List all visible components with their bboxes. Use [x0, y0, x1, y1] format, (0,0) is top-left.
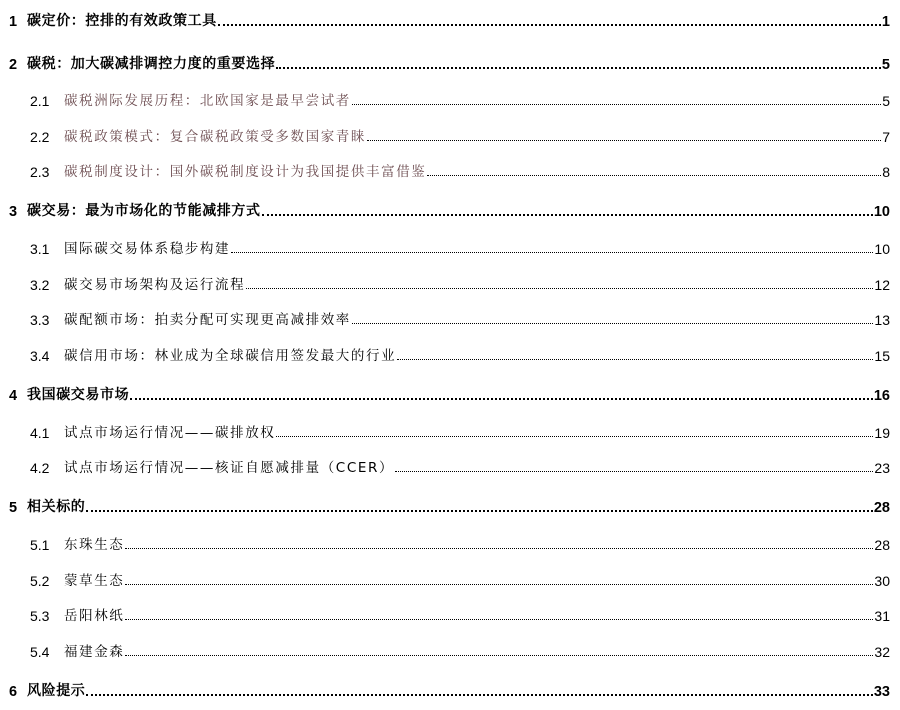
toc-entry-title: 碳税制度设计：国外碳税制度设计为我国提供丰富借鉴	[64, 164, 427, 180]
toc-entry-number: 2.3	[30, 164, 50, 180]
toc-entry-3-4[interactable]	[30, 342, 890, 364]
toc-entry-number: 2.1	[30, 93, 50, 109]
toc-entry-6[interactable]	[9, 678, 890, 700]
toc-entry-title: 试点市场运行情况——碳排放权	[64, 425, 276, 441]
toc-entry-2-1[interactable]	[30, 87, 890, 109]
toc-entry-page: 16	[873, 388, 890, 404]
toc-entry-page: 28	[873, 500, 890, 516]
dot-leader	[352, 104, 881, 105]
toc-entry-5-3[interactable]	[30, 602, 890, 624]
toc-entry-page: 31	[874, 608, 890, 624]
toc-entry-number: 5.1	[30, 537, 50, 553]
toc-entry-title: 碳定价：控排的有效政策工具	[27, 13, 217, 29]
toc-entry-title: 国际碳交易体系稳步构建	[64, 241, 231, 257]
toc-entry-title: 碳配额市场：拍卖分配可实现更高减排效率	[64, 312, 351, 328]
toc-entry-2-3[interactable]	[30, 158, 890, 180]
toc-entry-page: 13	[874, 312, 890, 328]
toc-entry-number: 3	[9, 204, 18, 220]
dot-leader	[231, 252, 873, 253]
dot-leader	[427, 175, 881, 176]
toc-entry-number: 3.2	[30, 277, 50, 293]
toc-entry-page: 5	[881, 57, 890, 73]
toc-entry-title: 试点市场运行情况——核证自愿减排量（CCER）	[64, 460, 395, 476]
toc-entry-number: 4.2	[30, 460, 50, 476]
toc-entry-2[interactable]	[9, 51, 890, 73]
toc-entry-3-2[interactable]	[30, 271, 890, 293]
toc-entry-page: 5	[882, 93, 890, 109]
toc-entry-title: 碳交易市场架构及运行流程	[64, 277, 246, 293]
dot-leader	[218, 24, 881, 26]
dot-leader	[86, 510, 872, 512]
toc-entry-5-1[interactable]	[30, 531, 890, 553]
toc-entry-4[interactable]	[9, 382, 890, 404]
toc-entry-title: 岳阳林纸	[64, 608, 125, 624]
toc-entry-page: 12	[874, 277, 890, 293]
dot-leader	[125, 548, 873, 549]
toc-entry-title: 风险提示	[27, 683, 86, 699]
dot-leader	[86, 694, 872, 696]
toc-entry-4-1[interactable]	[30, 419, 890, 441]
toc-entry-number: 2.2	[30, 129, 50, 145]
dot-leader	[276, 436, 873, 437]
toc-entry-number: 3.4	[30, 348, 50, 364]
toc-entry-title: 福建金森	[64, 644, 125, 660]
toc-entry-page: 1	[881, 14, 890, 30]
toc-entry-number: 2	[9, 57, 18, 73]
toc-entry-4-2[interactable]	[30, 454, 890, 476]
toc-entry-number: 5.4	[30, 644, 50, 660]
toc-entry-page: 33	[873, 684, 890, 700]
toc-entry-title: 蒙草生态	[64, 573, 125, 589]
dot-leader	[367, 140, 881, 141]
toc-entry-number: 5.2	[30, 573, 50, 589]
toc-entry-title: 相关标的	[27, 499, 86, 515]
dot-leader	[125, 584, 873, 585]
dot-leader	[130, 398, 873, 400]
toc-entry-page: 19	[874, 425, 890, 441]
toc-entry-number: 3.1	[30, 241, 50, 257]
toc-entry-5-4[interactable]	[30, 638, 890, 660]
toc-entry-3[interactable]	[9, 198, 890, 220]
toc-entry-number: 6	[9, 684, 18, 700]
dot-leader	[352, 323, 874, 324]
dot-leader	[125, 655, 873, 656]
toc-entry-page: 10	[874, 241, 890, 257]
toc-entry-page: 28	[874, 537, 890, 553]
toc-entry-title: 东珠生态	[64, 537, 125, 553]
toc-entry-page: 15	[874, 348, 890, 364]
toc-entry-page: 32	[874, 644, 890, 660]
toc-entry-page: 10	[873, 204, 890, 220]
toc-entry-number: 4	[9, 388, 18, 404]
dot-leader	[395, 471, 873, 472]
toc-entry-title: 碳交易：最为市场化的节能减排方式	[27, 203, 261, 219]
dot-leader	[262, 214, 873, 216]
toc-entry-page: 8	[882, 164, 890, 180]
toc-entry-3-1[interactable]	[30, 235, 890, 257]
toc-entry-5-2[interactable]	[30, 567, 890, 589]
toc-entry-page: 23	[874, 460, 890, 476]
toc-entry-number: 5	[9, 500, 18, 516]
toc-entry-title: 碳税政策模式：复合碳税政策受多数国家青睐	[64, 129, 366, 145]
toc-entry-3-3[interactable]	[30, 306, 890, 328]
toc-entry-title: 我国碳交易市场	[27, 387, 130, 403]
dot-leader	[397, 359, 873, 360]
toc-entry-1[interactable]	[9, 8, 890, 30]
toc-entry-5[interactable]	[9, 494, 890, 516]
toc-entry-number: 1	[9, 14, 18, 30]
toc-entry-number: 4.1	[30, 425, 50, 441]
dot-leader	[246, 288, 873, 289]
toc-entry-page: 30	[874, 573, 890, 589]
toc-entry-page: 7	[882, 129, 890, 145]
dot-leader	[125, 619, 873, 620]
toc-entry-2-2[interactable]	[30, 123, 890, 145]
toc-entry-number: 3.3	[30, 312, 50, 328]
dot-leader	[276, 67, 881, 69]
toc-entry-title: 碳税：加大碳减排调控力度的重要选择	[27, 56, 276, 72]
toc-entry-title: 碳税洲际发展历程：北欧国家是最早尝试者	[64, 93, 351, 109]
toc-entry-title: 碳信用市场：林业成为全球碳信用签发最大的行业	[64, 348, 397, 364]
toc-entry-number: 5.3	[30, 608, 50, 624]
